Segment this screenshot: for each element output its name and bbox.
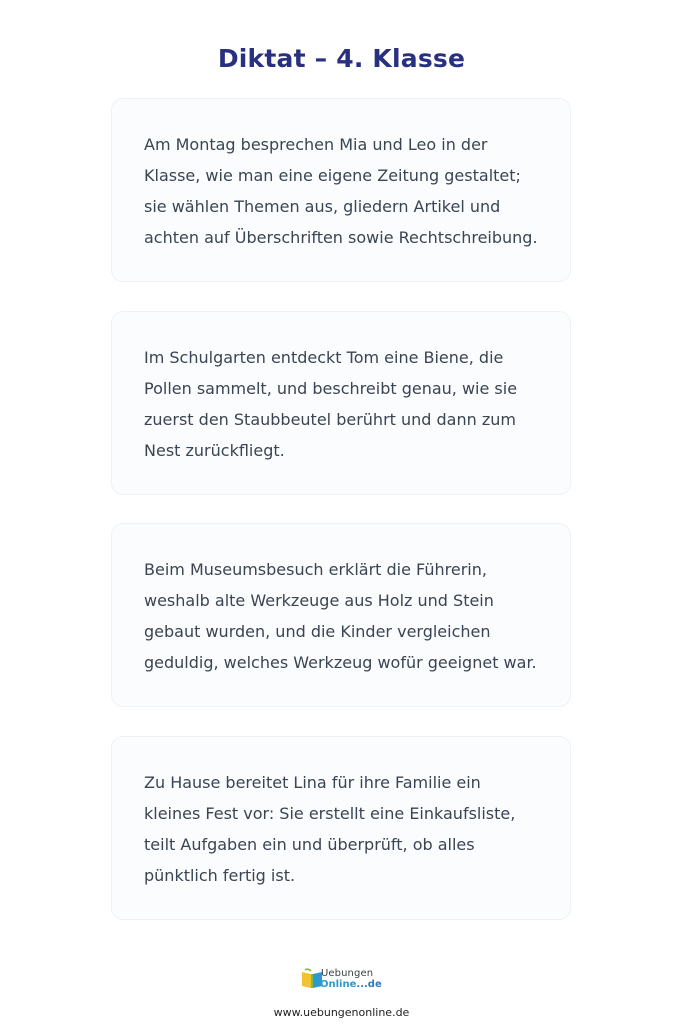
uebungenonline-logo[interactable] <box>300 966 384 996</box>
logo-text-online <box>320 979 382 991</box>
dictation-text-3: Beim Museumsbesuch erklärt die Führerin, weshalb alte Werkzeuge aus Holz und Stein gebaut wurden, und die Kinder vergleichen geduldig, welches Werkzeug wofür geeignet war. <box>144 560 537 672</box>
logo-text-online-word: Online <box>320 979 357 990</box>
logo-text-uebungen: Uebungen <box>321 968 374 979</box>
dictation-text-4: Zu Hause bereitet Lina für ihre Familie ein kleines Fest vor: Sie erstellt eine Einkaufsliste, teilt Aufgaben ein und überprüft, ob alles pünktlich fertig ist. <box>144 773 516 885</box>
dictation-card-1 <box>111 98 571 282</box>
page-title: Diktat – 4. Klasse <box>217 43 466 73</box>
dictation-card-2 <box>111 311 571 495</box>
dictation-card-3 <box>111 523 571 707</box>
logo-text-domain: ...de <box>356 979 382 990</box>
dictation-card-4 <box>111 736 571 920</box>
dictation-text-2: Im Schulgarten entdeckt Tom eine Biene, die Pollen sammelt, und beschreibt genau, wie sie zuerst den Staubbeutel berührt und dann zum Nest zurückfliegt. <box>144 348 518 460</box>
footer-url[interactable]: www.uebungenonline.de <box>273 1006 410 1019</box>
dictation-text-1: Am Montag besprechen Mia und Leo in der Klasse, wie man eine eigene Zeitung gestaltet; sie wählen Themen aus, gliedern Artikel und achten auf Überschriften sowie Rechtschreibung. <box>144 135 538 247</box>
